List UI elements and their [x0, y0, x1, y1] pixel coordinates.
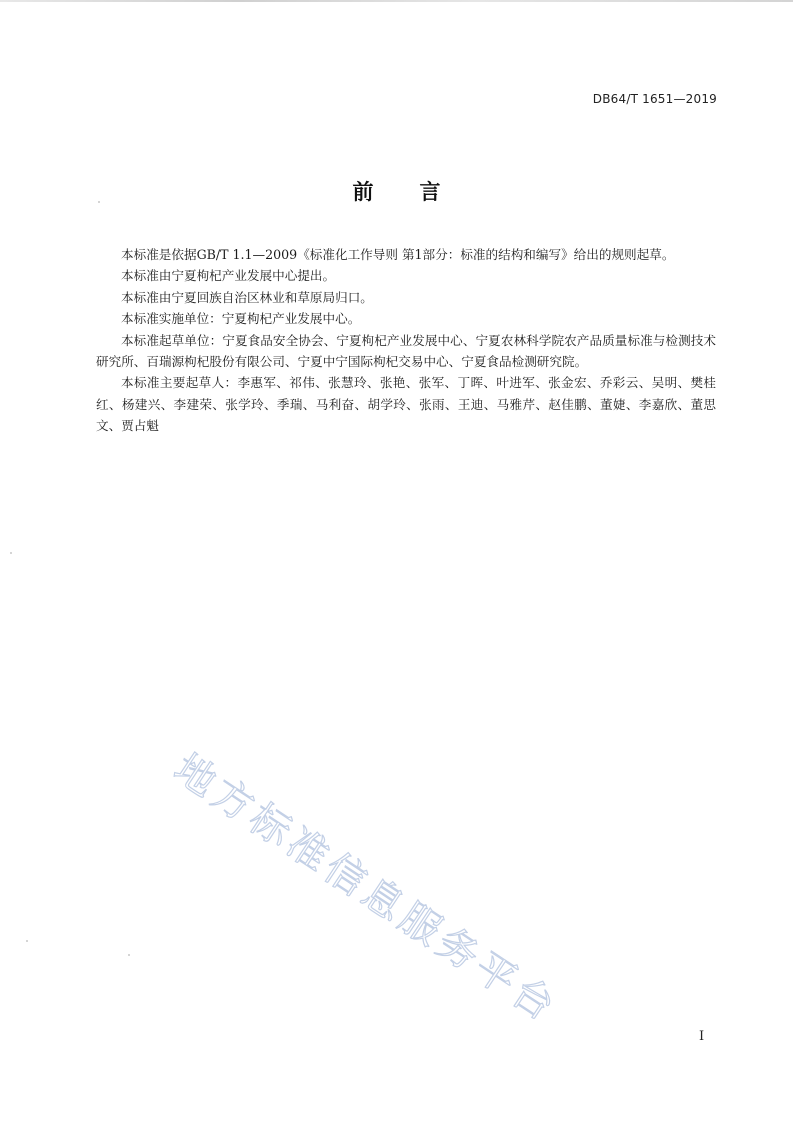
paragraph-drafting-units: 本标准起草单位：宁夏食品安全协会、宁夏枸杞产业发展中心、宁夏农林科学院农产品质量标准与检测技术研究所、百瑞源枸杞股份有限公司、宁夏中宁国际枸杞交易中心、宁夏食品检测研究院。 — [96, 332, 716, 370]
scan-speck — [26, 940, 28, 942]
paragraph-main-drafters: 本标准主要起草人：李惠军、祁伟、张慧玲、张艳、张军、丁晖、叶进军、张金宏、乔彩云、吴明、樊桂红、杨建兴、李建荣、张学玲、季瑞、马利奋、胡学玲、张雨、王迪、马雅芹、赵佳鹏、董婕、李嘉欣、董思文、贾占魁 — [96, 375, 716, 434]
scan-speck — [128, 954, 130, 956]
paragraph-administrator: 本标准由宁夏回族自治区林业和草原局归口。 — [121, 289, 373, 305]
paragraph-implementing-unit: 本标准实施单位：宁夏枸杞产业发展中心。 — [121, 311, 361, 327]
scan-speck — [10, 552, 12, 554]
scan-speck — [98, 201, 100, 203]
document-code: DB64/T 1651—2019 — [592, 92, 717, 106]
paragraph-proposer: 本标准由宁夏枸杞产业发展中心提出。 — [121, 268, 336, 284]
foreword-body — [96, 244, 716, 437]
watermark: 地方标准信息服务平台 — [165, 745, 567, 1033]
page-title: 前言 — [352, 180, 487, 204]
paragraph-drafting-basis: 本标准是依据GB/T 1.1—2009《标准化工作导则 第1部分：标准的结构和编写》给出的规则起草。 — [121, 247, 675, 262]
page-number: I — [699, 1029, 705, 1044]
scan-top-edge — [0, 0, 793, 2]
